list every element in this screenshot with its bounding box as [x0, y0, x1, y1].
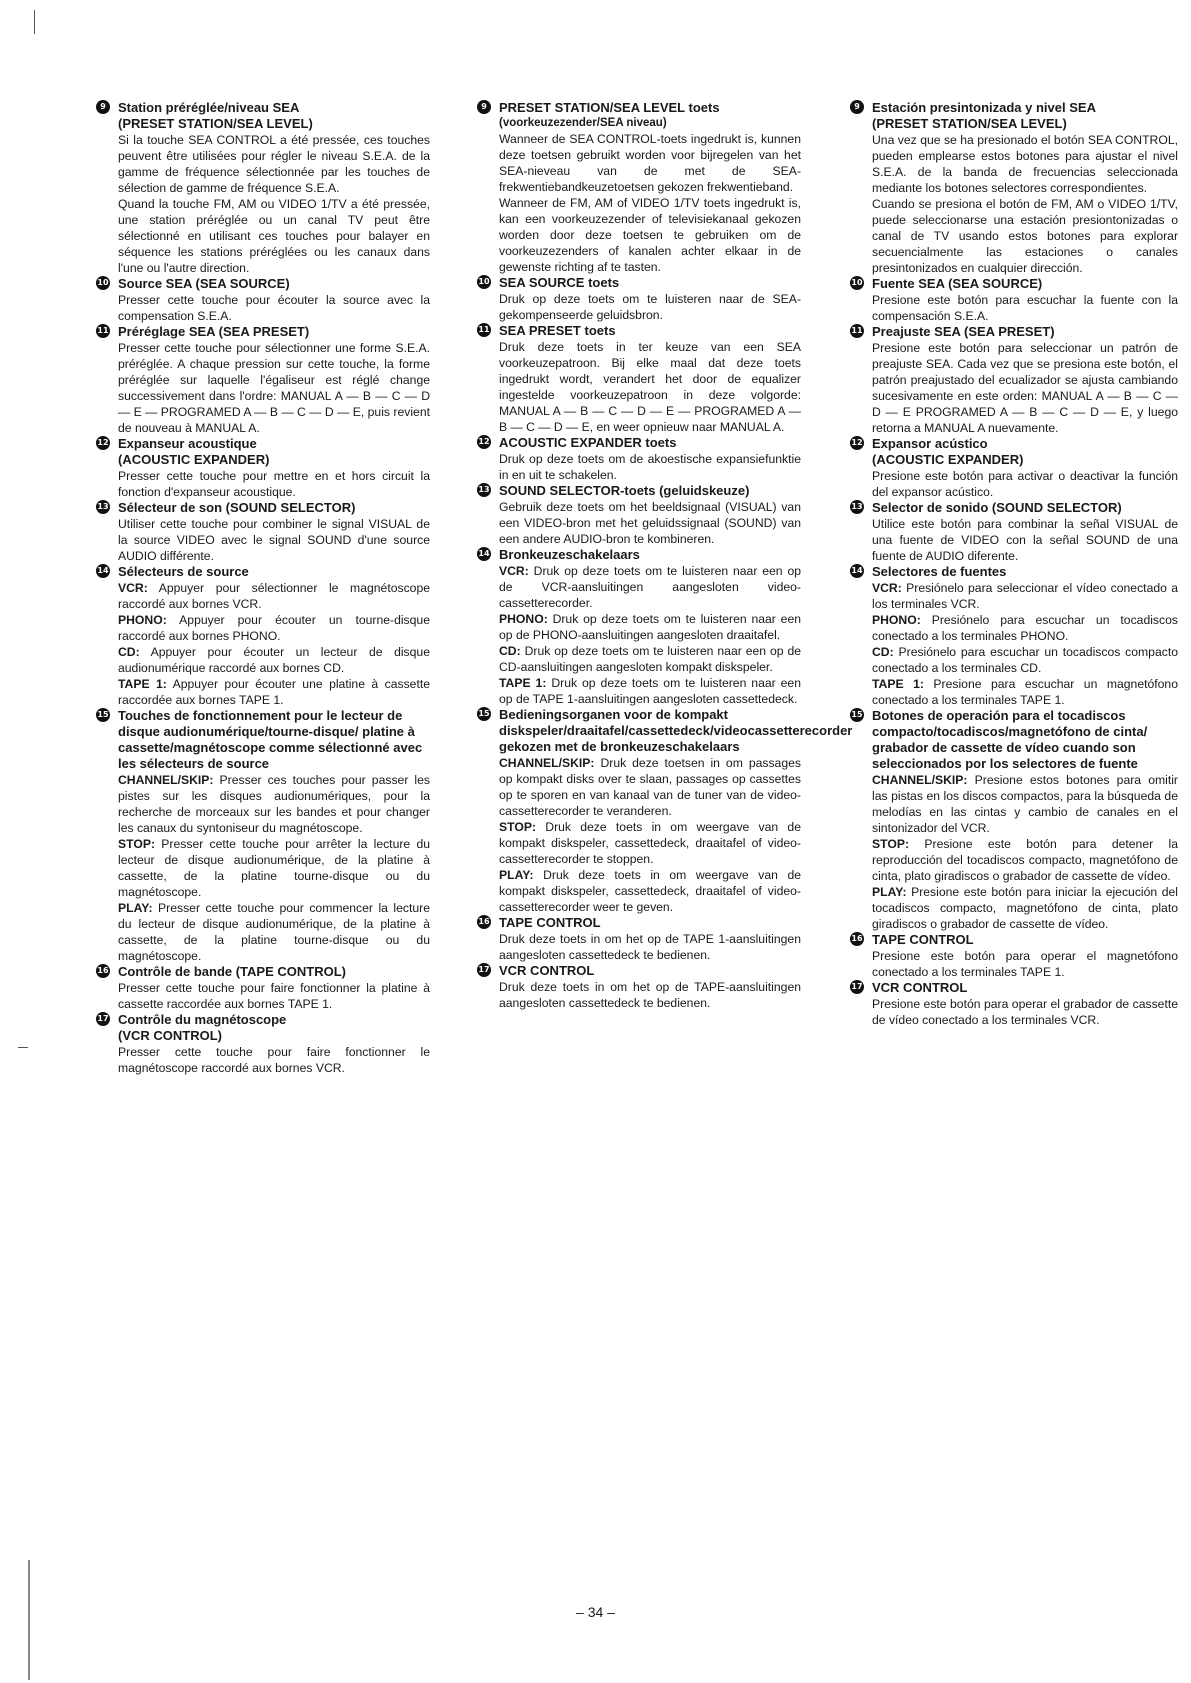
term-description: Presione este botón para detener la reproducción del tocadiscos compacto, magnetófono de cinta, plato giradiscos o grabador de cassette de vídeo.: [872, 837, 1179, 883]
item-paragraph: Una vez que se ha presionado el botón SEA CONTROL, pueden emplearse estos botones para ajustar el nivel S.E.A. de la banda de frecuencias seleccionada mediante los botones selectores correspondientes.: [872, 133, 1178, 195]
item-paragraph: Presione este botón para seleccionar un patrón de preajuste SEA. Cada vez que se presiona este botón, el patrón preajustado del ecualizador se ajusta cambiando sucesivamente en este orden: MANUAL A — B — C — D — E PROGRAMED A — B — C — D — E, y luego retorna a MANUAL A nuevamente.: [872, 341, 1178, 435]
term-label: VCR:: [872, 581, 902, 595]
item-heading-english: (PRESET STATION/SEA LEVEL): [872, 116, 1067, 131]
term-label: CD:: [118, 645, 140, 659]
item-heading: SEA PRESET toets: [499, 322, 616, 338]
term-label: TAPE 1:: [872, 677, 924, 691]
item-term-entry: [118, 580, 430, 612]
term-description: Presiónelo para escuchar un tocadiscos compacto conectado a los terminales CD.: [872, 645, 1178, 675]
term-description: Appuyer pour écouter un lecteur de disque audionumérique raccordé aux bornes CD.: [118, 645, 430, 675]
item-number-badge: 11: [477, 323, 491, 337]
item-paragraph: Utiliser cette touche pour combiner le signal VISUAL de la source VIDEO avec le signal SOUND d'une source AUDIO différente.: [118, 517, 430, 563]
item-term-entry: [499, 563, 801, 611]
item-heading: Source SEA (SEA SOURCE): [118, 276, 290, 291]
instruction-item: [848, 100, 1178, 276]
instruction-item: [475, 323, 801, 435]
item-term-entry: [499, 643, 801, 675]
item-paragraph: Presser cette touche pour sélectionner une forme S.E.A. préréglée. A chaque pression sur cette touche, la forme préréglée sur laquelle l'égaliseur est réglé change successivement dans l'ordre: MANUAL A — B — C — D — E — PROGRAMED A — B — C — D — E, puis revient de nouveau à MANUAL A.: [118, 341, 430, 435]
term-description: Presser cette touche pour arrêter la lecture du lecteur de disque audionumérique, de la platine à cassette, de la platine tourne-disque ou du magnétoscope.: [118, 837, 430, 899]
item-term-entry: [499, 611, 801, 643]
scan-mark-left: [18, 1047, 28, 1048]
item-heading-english: (VCR CONTROL): [118, 1028, 222, 1043]
item-term-entry: [118, 900, 430, 964]
item-paragraph: Presione este botón para operar el magnetófono conectado a los terminales TAPE 1.: [872, 949, 1178, 979]
term-label: TAPE 1:: [499, 675, 547, 690]
item-paragraph: Druk deze toets in om het op de TAPE-aansluitingen aangesloten cassettedeck te bedienen.: [499, 979, 801, 1010]
item-number-badge: 12: [477, 435, 491, 449]
instruction-item: [94, 436, 430, 500]
instruction-item: [848, 564, 1178, 708]
item-number-badge: 10: [850, 276, 864, 290]
instruction-item: [94, 564, 430, 708]
instruction-item: [848, 324, 1178, 436]
term-label: CHANNEL/SKIP:: [872, 773, 968, 787]
term-description: Appuyer pour écouter un tourne-disque raccordé aux bornes PHONO.: [118, 613, 430, 643]
item-number-badge: 15: [477, 707, 491, 721]
item-heading: Expanseur acoustique: [118, 436, 257, 451]
term-label: PLAY:: [118, 901, 153, 915]
term-label: VCR:: [118, 581, 148, 595]
item-number-badge: 14: [477, 547, 491, 561]
item-paragraph: Presser cette touche pour écouter la source avec la compensation S.E.A.: [118, 293, 430, 323]
item-paragraph: Presser cette touche pour mettre en et hors circuit la fonction d'expanseur acoustique.: [118, 469, 430, 499]
term-label: STOP:: [872, 837, 910, 851]
item-heading: Préréglage SEA (SEA PRESET): [118, 324, 310, 339]
item-term-entry: [118, 676, 430, 708]
item-paragraph: Cuando se presiona el botón de FM, AM o VIDEO 1/TV, puede seleccionarse una estación presiontonizadas o canal de TV usando estos botones para explorar secuencialmente las estaciones o canales presintonizados en cualquier dirección.: [872, 197, 1178, 275]
term-label: CD:: [872, 645, 894, 659]
term-label: VCR:: [499, 563, 529, 578]
scan-mark-edge: [28, 1560, 30, 1680]
item-number-badge: 9: [477, 100, 491, 114]
item-heading: Contrôle du magnétoscope: [118, 1012, 287, 1027]
term-description: Presione para escuchar un magnetófono conectado a los terminales TAPE 1.: [872, 677, 1178, 707]
item-term-entry: [872, 644, 1178, 676]
item-term-entry: [872, 676, 1178, 708]
term-description: Appuyer pour écouter une platine à cassette raccordée aux bornes TAPE 1.: [118, 677, 430, 707]
item-heading: Bedieningsorganen voor de kompakt diskspeler/draaitafel/cassettedeck/videocassetterecorder gekozen met de bronkeuzeschakelaars: [499, 706, 853, 754]
item-heading: Bronkeuzeschakelaars: [499, 546, 640, 562]
term-description: Druk deze toetsen in om passages op kompakt disks over te slaan, passages op cassettes op te sporen en van kanaal van de tuner van de video-cassetterecorder te veranderen.: [499, 755, 801, 818]
item-heading: Sélecteur de son (SOUND SELECTOR): [118, 500, 356, 515]
instruction-item: [94, 324, 430, 436]
item-paragraph: Presione este botón para operar el grabador de cassette de vídeo conectado a los terminales VCR.: [872, 997, 1178, 1027]
item-number-badge: 16: [850, 932, 864, 946]
item-heading: Expansor acústico: [872, 436, 988, 451]
item-number-badge: 9: [850, 100, 864, 114]
instruction-item: [848, 980, 1178, 1028]
term-label: PHONO:: [499, 611, 548, 626]
item-term-entry: [118, 772, 430, 836]
item-term-entry: [872, 772, 1178, 836]
instruction-item: [94, 100, 430, 276]
item-heading: Selector de sonido (SOUND SELECTOR): [872, 500, 1122, 515]
term-description: Druk op deze toets om te luisteren naar een op de TAPE 1-aansluitingen aangesloten cassettedeck.: [499, 675, 801, 706]
instruction-item: [848, 436, 1178, 500]
term-label: PLAY:: [499, 867, 534, 882]
item-number-badge: 10: [477, 275, 491, 289]
item-heading: Fuente SEA (SEA SOURCE): [872, 276, 1043, 291]
term-description: Presser cette touche pour commencer la lecture du lecteur de disque audionumérique, de la platine à cassette, de la platine tourne-disque ou du magnétoscope.: [118, 901, 430, 963]
item-number-badge: 11: [850, 324, 864, 338]
item-paragraph: Si la touche SEA CONTROL a été pressée, ces touches peuvent être utilisées pour régler le niveau S.E.A. de la gamme de fréquence sélectionnée par les touches de sélection de gamme de fréquence S.E.A.: [118, 133, 430, 195]
term-label: CD:: [499, 643, 521, 658]
instruction-item: [475, 435, 801, 483]
instruction-item: [848, 500, 1178, 564]
item-term-entry: [872, 580, 1178, 612]
item-number-badge: 16: [96, 964, 110, 978]
item-heading: VCR CONTROL: [499, 962, 595, 978]
item-heading: Touches de fonctionnement pour le lecteur de disque audionumérique/tourne-disque/ platine à cassette/magnétoscope comme sélectionné avec les sélecteurs de source: [118, 708, 423, 771]
dutch-column: [475, 100, 853, 1011]
item-number-badge: 17: [850, 980, 864, 994]
item-paragraph: Druk deze toets in om het op de TAPE 1-aansluitingen aangesloten cassettedeck te bedienen.: [499, 931, 801, 962]
item-paragraph: Presser cette touche pour faire fonctionner la platine à cassette raccordée aux bornes TAPE 1.: [118, 981, 430, 1011]
item-term-entry: [118, 612, 430, 644]
instruction-item: [94, 708, 430, 964]
item-term-entry: [872, 836, 1178, 884]
item-heading: ACOUSTIC EXPANDER toets: [499, 434, 677, 450]
term-description: Presiónelo para escuchar un tocadiscos conectado a los terminales PHONO.: [872, 613, 1178, 643]
term-label: CHANNEL/SKIP:: [499, 755, 595, 770]
item-number-badge: 11: [96, 324, 110, 338]
item-term-entry: [499, 867, 801, 915]
item-number-badge: 17: [477, 963, 491, 977]
instruction-item: [94, 276, 430, 324]
term-label: STOP:: [118, 837, 156, 851]
instruction-item: [475, 547, 801, 707]
term-description: Druk op deze toets om te luisteren naar een op de CD-aansluitingen aangesloten kompakt diskspeler.: [499, 643, 802, 674]
term-label: PHONO:: [118, 613, 167, 627]
french-column: [94, 100, 430, 1076]
term-description: Druk op deze toets om te luisteren naar een op de VCR-aansluitingen aangesloten video-cassetterecorder.: [499, 563, 802, 610]
term-description: Druk deze toets in om weergave van de kompakt diskspeler, cassettedeck, draaitafel of video-cassetterecorder weer te geven.: [499, 867, 801, 914]
item-paragraph: Presser cette touche pour faire fonctionner le magnétoscope raccordé aux bornes VCR.: [118, 1045, 430, 1075]
term-description: Presione estos botones para omitir las pistas en los discos compactos, para la búsqueda de melodías en las cintas y cambio de canales en el sintonizador del VCR.: [872, 773, 1178, 835]
item-number-badge: 15: [850, 708, 864, 722]
item-term-entry: [872, 884, 1178, 932]
instruction-item: [475, 915, 801, 963]
item-heading: PRESET STATION/SEA LEVEL toets: [499, 100, 720, 115]
item-heading: Preajuste SEA (SEA PRESET): [872, 324, 1055, 339]
item-paragraph: Gebruik deze toets om het beeldsignaal (VISUAL) van een VIDEO-bron met het geluidssignaal (SOUND) van een andere AUDIO-bron te kombineren.: [499, 499, 801, 546]
term-description: Presione este botón para iniciar la ejecución del tocadiscos compacto, magnetófono de cinta, plato giradiscos o grabador de cassette de vídeo.: [872, 885, 1178, 931]
item-heading-english: (ACOUSTIC EXPANDER): [872, 452, 1024, 467]
item-heading: Selectores de fuentes: [872, 564, 1007, 579]
page-number: – 34 –: [576, 1604, 615, 1620]
item-heading: Estación presintonizada y nivel SEA: [872, 100, 1096, 115]
instruction-item: [475, 706, 853, 915]
item-number-badge: 15: [96, 708, 110, 722]
term-label: PLAY:: [872, 885, 907, 899]
item-paragraph: Utilice este botón para combinar la señal VISUAL de una fuente de VIDEO con la señal SOUND de una fuente de AUDIO diferente.: [872, 517, 1178, 563]
item-paragraph: Wanneer de SEA CONTROL-toets ingedrukt is, kunnen deze toetsen gebruikt worden voor bijregelen van het SEA-nieveau van de met de SEA-frekwentiebandkeuzetoetsen gekozen frekwentieband.: [499, 131, 801, 194]
item-paragraph: Quand la touche FM, AM ou VIDEO 1/TV a été pressée, une station préréglée ou un canal TV peut être sélectionné en utilisant ces touches pour balayer en séquence les stations préréglées ou les canaux dans l'une ou l'autre direction.: [118, 197, 430, 275]
item-number-badge: 14: [850, 564, 864, 578]
item-term-entry: [499, 755, 801, 819]
item-number-badge: 12: [850, 436, 864, 450]
item-paragraph: Presione este botón para activar o deactivar la función del expansor acústico.: [872, 469, 1178, 499]
item-heading-english: (ACOUSTIC EXPANDER): [118, 452, 270, 467]
item-heading: Station préréglée/niveau SEA: [118, 100, 300, 115]
spanish-column: [848, 100, 1178, 1028]
instruction-item: [94, 1012, 430, 1076]
term-description: Appuyer pour sélectionner le magnétoscope raccordé aux bornes VCR.: [118, 581, 431, 611]
item-heading: TAPE CONTROL: [872, 932, 974, 947]
term-label: PHONO:: [872, 613, 921, 627]
item-paragraph: Druk op deze toets om te luisteren naar de SEA-gekompenseerde geluidsbron.: [499, 291, 801, 322]
item-heading-english: (PRESET STATION/SEA LEVEL): [118, 116, 313, 131]
item-number-badge: 10: [96, 276, 110, 290]
item-number-badge: 16: [477, 915, 491, 929]
instruction-item: [848, 708, 1178, 932]
term-label: STOP:: [499, 819, 537, 834]
item-paragraph: Presione este botón para escuchar la fuente con la compensación S.E.A.: [872, 293, 1178, 323]
instruction-item: [475, 963, 801, 1011]
item-heading: Sélecteurs de source: [118, 564, 249, 579]
term-description: Presiónelo para seleccionar el vídeo conectado a los terminales VCR.: [872, 581, 1178, 611]
instruction-item: [848, 276, 1178, 324]
item-paragraph: Druk op deze toets om de akoestische expansiefunktie in en uit te schakelen.: [499, 451, 801, 482]
item-term-entry: [118, 644, 430, 676]
item-paragraph: Druk deze toets in ter keuze van een SEA voorkeuzepatroon. Bij elke maal dat deze toets ingedrukt wordt, verandert het door de equalizer ingestelde voorkeuzepatroon in deze volgorde: MANUAL A — B — C — D — E — PROGRAMED A — B — C — D — E, en weer opnieuw naar MANUAL A.: [499, 339, 801, 434]
item-term-entry: [499, 675, 801, 707]
item-subheading: (voorkeuzezender/SEA niveau): [499, 117, 667, 129]
item-heading: SEA SOURCE toets: [499, 274, 620, 290]
term-label: TAPE 1:: [118, 677, 167, 691]
instruction-item: [94, 964, 430, 1012]
item-number-badge: 14: [96, 564, 110, 578]
term-label: CHANNEL/SKIP:: [118, 773, 214, 787]
item-number-badge: 13: [477, 483, 491, 497]
item-number-badge: 12: [96, 436, 110, 450]
item-paragraph: Wanneer de FM, AM of VIDEO 1/TV toets ingedrukt is, kan een voorkeuzezender of televisiekanaal gekozen worden door deze toetsen te gebruiken om de voorkeuzezenders of kanalen achter elkaar in de gewenste richting af te tasten.: [499, 195, 801, 274]
item-term-entry: [872, 612, 1178, 644]
item-term-entry: [118, 836, 430, 900]
scan-mark-top: [34, 10, 35, 34]
item-number-badge: 9: [96, 100, 110, 114]
item-term-entry: [499, 819, 801, 867]
instruction-item: [848, 932, 1178, 980]
term-description: Druk deze toets in om weergave van de kompakt diskspeler, cassettedeck, draaitafel of video-cassetterecorder te stoppen.: [499, 819, 801, 866]
term-description: Druk op deze toets om te luisteren naar een op de PHONO-aansluitingen aangesloten draaitafel.: [499, 611, 801, 642]
item-number-badge: 17: [96, 1012, 110, 1026]
item-heading: VCR CONTROL: [872, 980, 968, 995]
item-heading: Contrôle de bande (TAPE CONTROL): [118, 964, 346, 979]
instruction-item: [94, 500, 430, 564]
item-number-badge: 13: [850, 500, 864, 514]
instruction-item: [475, 483, 801, 547]
item-heading: TAPE CONTROL: [499, 914, 601, 930]
item-heading: SOUND SELECTOR-toets (geluidskeuze): [499, 482, 750, 498]
instruction-item: [475, 275, 801, 323]
term-description: Presser ces touches pour passer les pistes sur les disques audionumériques, pour la recherche de morceaux sur les bandes et pour changer les canaux du syntoniseur du magnétoscope.: [118, 773, 431, 835]
item-number-badge: 13: [96, 500, 110, 514]
item-heading: Botones de operación para el tocadiscos compacto/tocadiscos/magnetófono de cinta/ grabador de cassette de vídeo cuando son seleccionados por los selectores de fuente: [872, 708, 1148, 771]
instruction-item: [475, 100, 801, 275]
